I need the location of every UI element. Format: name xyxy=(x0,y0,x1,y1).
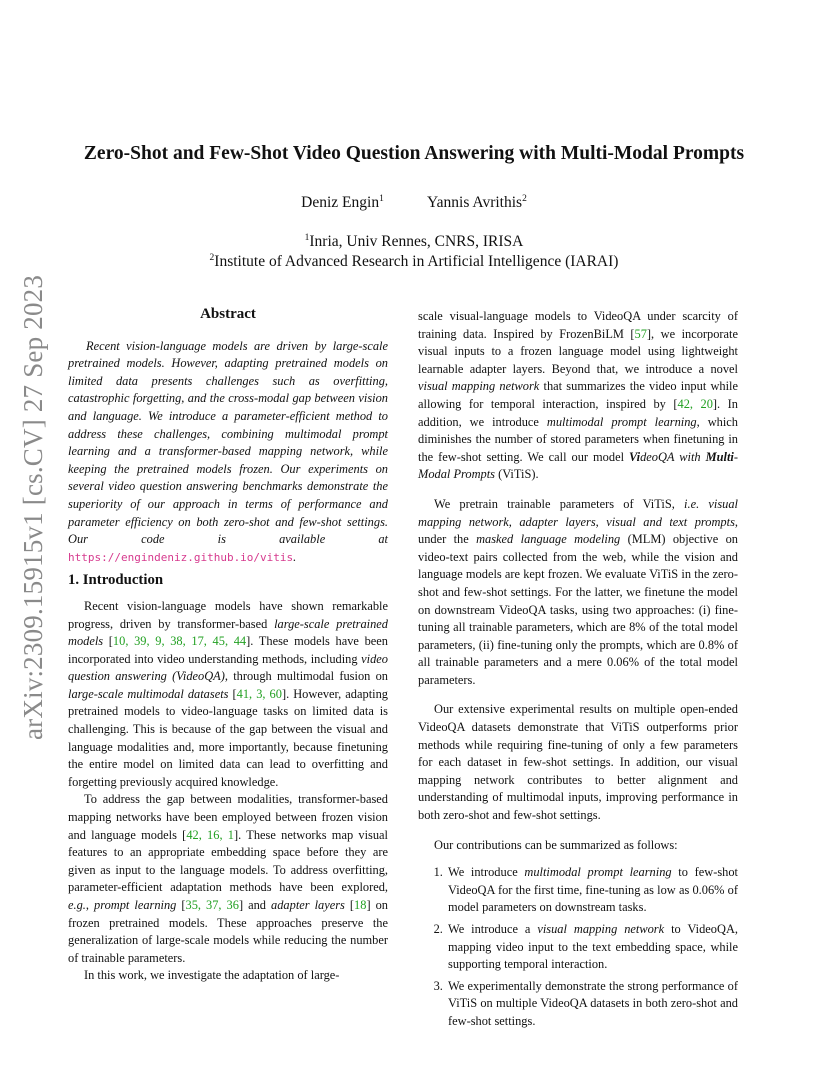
citation-link[interactable]: 42, 16, 1 xyxy=(186,827,235,842)
citation-link[interactable]: 35, 37, 36 xyxy=(185,898,239,912)
code-link[interactable]: https://engindeniz.github.io/vitis xyxy=(68,550,294,564)
author-name: Yannis Avrithis xyxy=(427,194,523,211)
paragraph: scale visual-language models to VideoQA under scarcity of training data. Inspired by FrozenBiLM [57], we incorporate visual inputs to a frozen language model using lightweight learnable adapter layers. Beyond that, we introduce a novel visual mapping network that summarizes the video input while allowing for temporal interaction, inspired by [42, 20]. In addition, we introduce multimodal prompt learning, which diminishes the number of stored parameters when finetuning in the few-shot setting. We call our model VideoQA with Multi-Modal Prompts (ViTiS). xyxy=(418,309,738,482)
list-item: 3. We experimentally demonstrate the strong performance of ViTiS on multiple VideoQA datasets in both zero-shot and few-shot settings. xyxy=(446,978,738,1031)
paragraph: We pretrain trainable parameters of ViTiS, i.e. visual mapping network, adapter layers, visual and text prompts, under the masked language modeling (MLM) objective on video-text pairs collected from the web, while the vision and language models are kept frozen. We evaluate ViTiS in the zero-shot and few-shot settings. For the latter, we finetune the model on downstream VideoQA tasks, using two approaches: (i) fine-tuning all trainable parameters, which are 8% of the total model parameters, (ii) fine-tuning only the prompts, which are 0.8% of all trainable parameters and a mere 0.06% of the total model parameters. xyxy=(418,496,739,687)
list-item: 1. We introduce multimodal prompt learning to few-shot VideoQA for the first time, fine-tuning as low as 0.06% of model parameters on downstream tasks. xyxy=(446,864,738,917)
paragraph: To address the gap between modalities, transformer-based mapping networks have been employed between frozen vision and language models [42, 16, 1]. These networks map visual features to an appropriate embedding space before they are given as input to the language models. To address overfitting, parameter-efficient adaptation methods have been explored, e.g., prompt learning [35, 37, 36] and adapter layers [18] on frozen pretrained models. These approaches preserve the generalization of large-scale models while reducing the number of trainable parameters. xyxy=(68,792,388,965)
arxiv-margin-stamp: arXiv:2309.15915v1 [cs.CV] 27 Sep 2023 xyxy=(18,274,48,740)
affiliation xyxy=(0,233,828,251)
section-heading-introduction: 1. Introduction xyxy=(68,572,164,589)
abstract-text: Recent vision-language models are driven by large-scale pretrained models. However, adapting pretrained models on limited data presents challenges such as overfitting, catastrophic forgetting, and the cross-modal gap between vision and language. We introduce a parameter-efficient method to address these challenges, combining multimodal prompt learning and a transformer-based mapping network, while keeping the pretrained models frozen. Our experiments on several video question answering benchmarks demonstrate the superiority of our approach in terms of performance and parameter efficiency on both zero-shot and few-shot settings. Our code is available at https://engindeniz.github.io/vitis. xyxy=(68,338,388,564)
paragraph: Recent vision-language models have shown remarkable progress, driven by transformer-based large-scale pretrained models [10, 39, 9, 38, 17, 45, 44]. These models have been incorporated into video understanding methods, including video question answering (VideoQA), through multimodal fusion on large-scale multimodal datasets [41, 3, 60]. However, adapting pretrained models to video-language tasks on limited data is challenging. This is because of the gap between the visual and language modalities and, more importantly, because finetuning the entire model on limited data can lead to overfitting and forgetting previously acquired knowledge. xyxy=(68,598,388,789)
abstract-heading: Abstract xyxy=(200,306,256,322)
author-affil-mark: 2 xyxy=(522,194,527,204)
affil-mark: 2 xyxy=(209,253,215,263)
author-affil-mark: 1 xyxy=(379,194,384,204)
citation-link[interactable]: 18 xyxy=(354,898,367,912)
paragraph: Our contributions can be summarized as follows: xyxy=(434,837,678,852)
contributions-list xyxy=(418,864,738,1030)
list-item: 2. We introduce a visual mapping network to VideoQA, mapping video input to the text embedding space, while supporting temporal interaction. xyxy=(446,921,738,974)
citation-link[interactable]: 10, 39, 9, 38, 17, 45, 44 xyxy=(112,634,247,649)
right-column xyxy=(418,308,738,1035)
left-column xyxy=(68,306,388,985)
affil-text: Institute of Advanced Research in Artificial Intelligence (IARAI) xyxy=(214,253,619,270)
author-name: Deniz Engin xyxy=(301,194,380,211)
citation-link[interactable]: 57 xyxy=(634,326,647,341)
affil-mark: 1 xyxy=(304,233,310,243)
affiliation xyxy=(0,253,828,271)
paper-title: Zero-Shot and Few-Shot Video Question Answering with Multi-Modal Prompts xyxy=(83,143,745,164)
paragraph: In this work, we investigate the adaptation of large- xyxy=(84,968,340,983)
paragraph: Our extensive experimental results on multiple open-ended VideoQA datasets demonstrate that ViTiS outperforms prior methods while requiring fine-tuning of only a few parameters for each dataset in few-shot settings. In addition, our visual mapping network contributes to better alignment and understanding of multimodal inputs, improving performance in both zero-shot and few-shot settings. xyxy=(418,702,738,823)
citation-link[interactable]: 41, 3, 60 xyxy=(236,686,282,701)
author-list xyxy=(0,194,828,212)
citation-link[interactable]: 42, 20 xyxy=(677,396,713,411)
affil-text: Inria, Univ Rennes, CNRS, IRISA xyxy=(309,233,524,250)
